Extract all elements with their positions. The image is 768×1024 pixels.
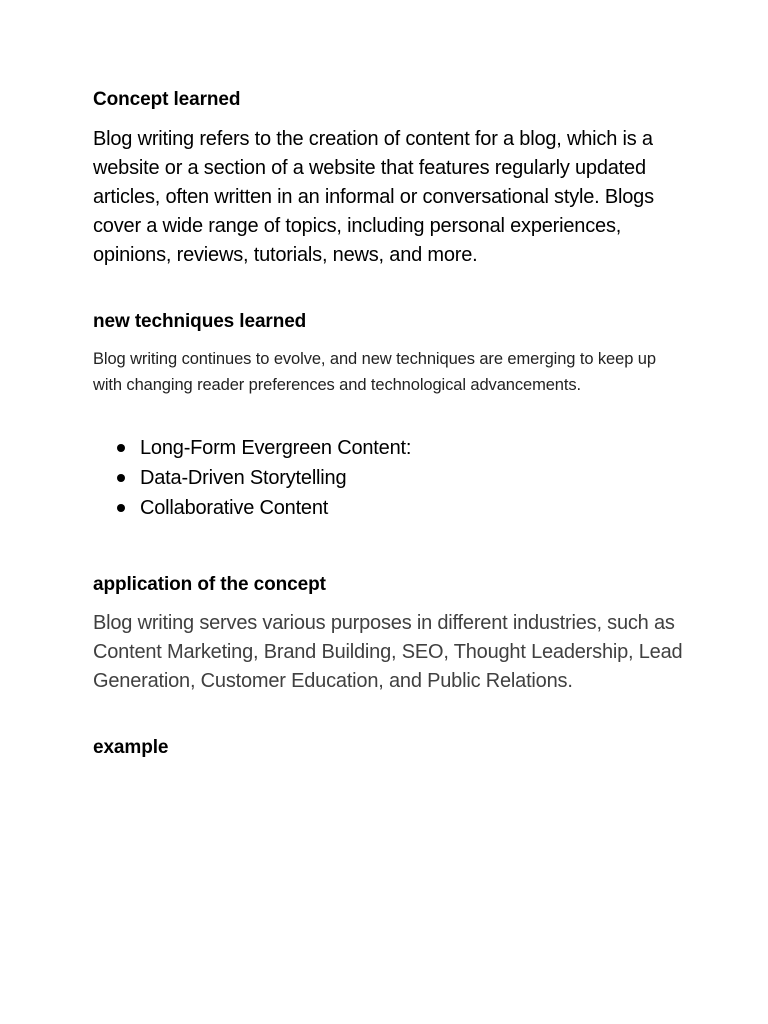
techniques-text: Blog writing continues to evolve, and new techniques are emerging to keep up with changing reader preferences and technological advancements. [93, 350, 656, 394]
bullet-icon [117, 444, 125, 452]
concept-section [93, 89, 693, 111]
bullet-icon [117, 504, 125, 512]
techniques-section [93, 311, 693, 333]
list-item-label: Long-Form Evergreen Content: [140, 437, 412, 459]
concept-body [93, 125, 683, 270]
list-item [93, 463, 693, 493]
techniques-list-wrapper [93, 433, 693, 523]
application-body [93, 609, 683, 696]
application-heading: application of the concept [93, 574, 326, 595]
application-section [93, 574, 693, 596]
list-item [93, 493, 693, 523]
concept-heading: Concept learned [93, 89, 241, 110]
techniques-list [93, 433, 693, 523]
list-item [93, 433, 693, 463]
techniques-body [93, 347, 673, 398]
list-item-label: Data-Driven Storytelling [140, 467, 347, 489]
bullet-icon [117, 474, 125, 482]
example-heading: example [93, 737, 169, 758]
example-section [93, 737, 693, 759]
list-item-label: Collaborative Content [140, 497, 329, 519]
concept-text: Blog writing refers to the creation of content for a blog, which is a website or a section of a website that features regularly updated articles, often written in an informal or conversational style. Blogs cover a wide range of topics, including personal experiences, opinions, reviews, tutorials, news, and more. [93, 128, 654, 266]
application-text: Blog writing serves various purposes in different industries, such as Content Marketing, Brand Building, SEO, Thought Leadership, Lead Generation, Customer Education, and Public Relations. [93, 612, 683, 692]
techniques-heading: new techniques learned [93, 311, 307, 332]
